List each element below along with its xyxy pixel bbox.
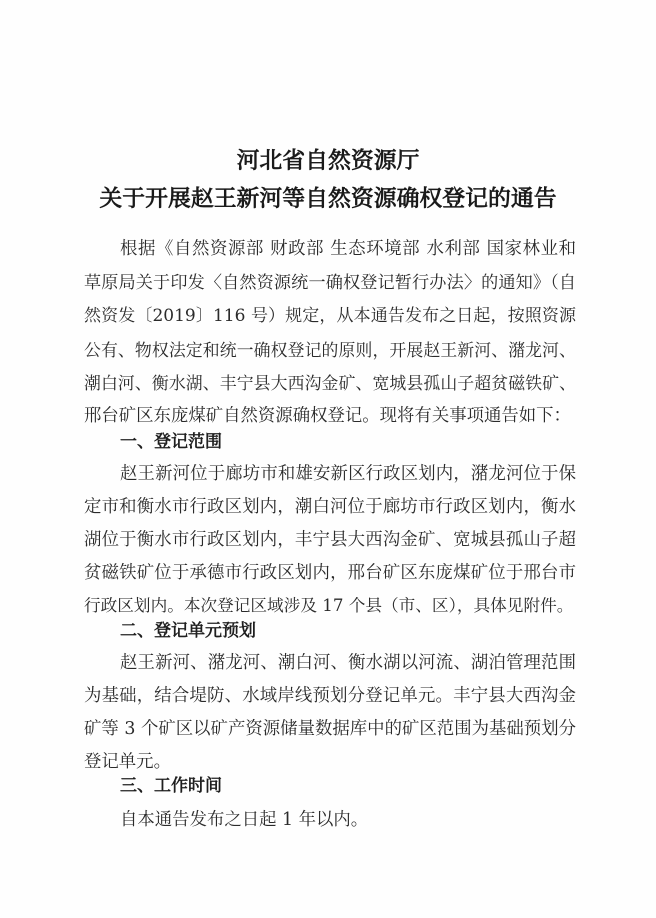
intro-line-4: 公有、物权法定和统一确权登记的原则，开展赵王新河、潴龙河、 bbox=[84, 340, 576, 360]
intro-line-6: 邢台矿区东庞煤矿自然资源确权登记。现将有关事项通告如下： bbox=[84, 406, 571, 426]
section-2-line-4: 登记单元。 bbox=[84, 752, 171, 772]
section-3-heading: 三、工作时间 bbox=[120, 776, 222, 796]
section-3-line-1: 自本通告发布之日起 1 年以内。 bbox=[120, 810, 369, 830]
section-1-line-5: 行政区划内。本次登记区域涉及 17 个县（市、区），具体见附件。 bbox=[84, 596, 574, 615]
section-2-line-1: 赵王新河、潴龙河、潮白河、衡水湖以河流、湖泊管理范围 bbox=[120, 653, 576, 673]
title-line-1: 河北省自然资源厅 bbox=[236, 148, 420, 174]
section-1-heading: 一、登记范围 bbox=[120, 432, 222, 452]
intro-line-5: 潮白河、衡水湖、丰宁县大西沟金矿、宽城县孤山子超贫磁铁矿、 bbox=[84, 373, 576, 393]
title-line-2: 关于开展赵王新河等自然资源确权登记的通告 bbox=[99, 186, 557, 212]
section-2-line-3: 矿等 3 个矿区以矿产资源储量数据库中的矿区范围为基础预划分 bbox=[84, 719, 576, 739]
intro-line-3: 然资发〔2019〕116 号）规定，从本通告发布之日起，按照资源 bbox=[84, 306, 576, 326]
section-1-line-1: 赵王新河位于廊坊市和雄安新区行政区划内，潴龙河位于保 bbox=[120, 464, 576, 484]
section-1-line-3: 湖位于衡水市行政区划内，丰宁县大西沟金矿、宽城县孤山子超 bbox=[84, 530, 576, 550]
section-2-line-2: 为基础，结合堤防、水域岸线预划分登记单元。丰宁县大西沟金 bbox=[84, 686, 576, 706]
section-2-heading: 二、登记单元预划 bbox=[120, 621, 256, 641]
section-1-line-4: 贫磁铁矿位于承德市行政区划内，邢台矿区东庞煤矿位于邢台市 bbox=[84, 563, 576, 583]
intro-line-1: 根据《自然资源部 财政部 生态环境部 水利部 国家林业和 bbox=[120, 239, 576, 259]
intro-line-2: 草原局关于印发〈自然资源统一确权登记暂行办法〉的通知》（自 bbox=[84, 273, 576, 293]
document-title bbox=[0, 142, 656, 218]
section-1-line-2: 定市和衡水市行政区划内，潮白河位于廊坊市行政区划内，衡水 bbox=[84, 497, 576, 517]
